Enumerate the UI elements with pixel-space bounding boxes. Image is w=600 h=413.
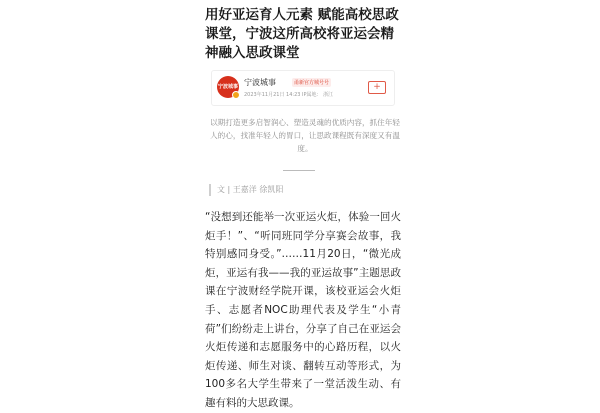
publish-meta (244, 91, 333, 98)
publish-date: 2023年11月21日 14:23 (244, 92, 301, 98)
author-name[interactable]: 宁波城事 (244, 78, 276, 87)
author-avatar[interactable] (217, 76, 239, 98)
article-title: 用好亚运育人元素 赋能高校思政课堂，宁波这所高校将亚运会精神融入思政课堂 (205, 7, 399, 61)
avatar-logo-text: 宁波城事 (217, 84, 238, 90)
section-divider (283, 170, 315, 171)
byline: 文 | 王嘉洋 徐凯阳 (209, 184, 283, 196)
verified-badge-icon (232, 91, 240, 99)
article-column (199, 0, 403, 409)
author-card[interactable] (211, 70, 395, 106)
article-body-paragraph: “没想到还能举一次亚运火炬，体验一回火炬手！”、“听同班同学分享赛会故事，我特别感同身受。”……11月20日，“微光成炬，亚运有我——我的亚运故事”主题思政课在宁波财经学院开课，该校亚运会火炬手、志愿者NOC助理代表及学生“小青荷”们纷纷走上讲台，分享了自己在亚运会火炬传递和志愿服务中的心路历程，以火炬传递、师生对谈、翻转互动等形式，为100多名大学生带来了一堂活泼生动、有趣有料的大思政课。 (205, 211, 401, 409)
ip-label: IP属地： (302, 92, 322, 98)
ip-location: 浙江 (323, 92, 334, 98)
author-tag: 甬新官方城号号 (294, 80, 330, 86)
follow-button[interactable]: + (368, 81, 386, 94)
article-summary: 以期打造更多启智润心、塑造灵魂的优质内容，抓住年轻人的心，找准年轻人的胃口，让思政课程既有深度又有温度。 (210, 118, 400, 153)
